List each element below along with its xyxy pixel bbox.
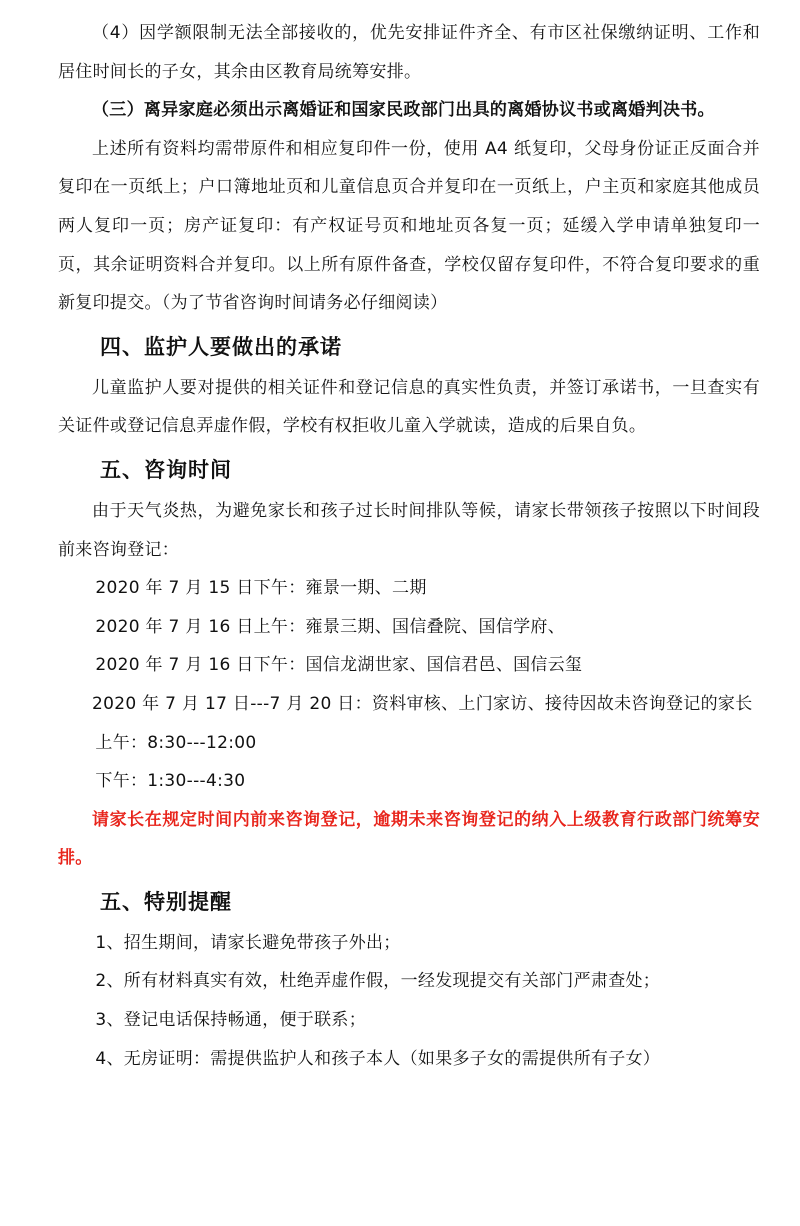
reminder-item: 4、无房证明：需提供监护人和孩子本人（如果多子女的需提供所有子女） <box>95 1048 661 1069</box>
hours-afternoon: 下午：1:30---4:30 <box>95 771 246 792</box>
schedule-review: 2020 年 7 月 17 日---7 月 20 日：资料审核、上门家访、接待因故未咨询登记的家长 <box>92 693 753 714</box>
paragraph-copy-requirements: 上述所有资料均需带原件和相应复印件一份，使用 A4 纸复印，父母身份证正反面合并复印在一页纸上；户口簿地址页和儿童信息页合并复印在一页纸上，户主页和家庭其他成员两人复印一页；房产证复印：有产权证号页和地址页各复一页；延缓入学申请单独复印一页，其余证明资料合并复印。以上所有原件备查，学校仅留存复印件，不符合复印要求的重新复印提交。（为了节省咨询时间请务必仔细阅读） <box>58 138 760 314</box>
hours-morning: 上午：8:30---12:00 <box>95 732 257 753</box>
schedule-item: 2020 年 7 月 15 日下午：雍景一期、二期 <box>95 578 427 599</box>
paragraph-guardian-commitment: 儿童监护人要对提供的相关证件和登记信息的真实性负责，并签订承诺书，一旦查实有关证件或登记信息弄虚作假，学校有权拒收儿童入学就读，造成的后果自负。 <box>58 377 760 437</box>
schedule-item: 2020 年 7 月 16 日下午：国信龙湖世家、国信君邑、国信云玺 <box>95 655 583 676</box>
reminder-item: 3、登记电话保持畅通，便于联系； <box>95 1010 367 1031</box>
heading-guardian-commitment: 四、监护人要做出的承诺 <box>100 334 342 359</box>
reminder-item: 2、所有材料真实有效，杜绝弄虚作假，一经发现提交有关部门严肃查处； <box>95 971 661 992</box>
paragraph-consultation-intro: 由于天气炎热，为避免家长和孩子过长时间排队等候，请家长带领孩子按照以下时间段前来咨询登记： <box>58 500 760 560</box>
heading-consultation-time: 五、咨询时间 <box>100 457 232 482</box>
paragraph-divorced-families: （三）离异家庭必须出示离婚证和国家民政部门出具的离婚协议书或离婚判决书。 <box>92 100 715 121</box>
schedule-item: 2020 年 7 月 16 日上午：雍景三期、国信叠院、国信学府、 <box>95 616 566 637</box>
paragraph-quota-limit: （4）因学额限制无法全部接收的，优先安排证件齐全、有市区社保缴纳证明、工作和居住时间长的子女，其余由区教育局统筹安排。 <box>58 23 760 82</box>
heading-special-reminders: 五、特别提醒 <box>100 889 232 914</box>
reminder-item: 1、招生期间，请家长避免带孩子外出； <box>95 932 401 953</box>
notice-red: 请家长在规定时间内前来咨询登记，逾期未来咨询登记的纳入上级教育行政部门统筹安排。 <box>58 809 760 869</box>
